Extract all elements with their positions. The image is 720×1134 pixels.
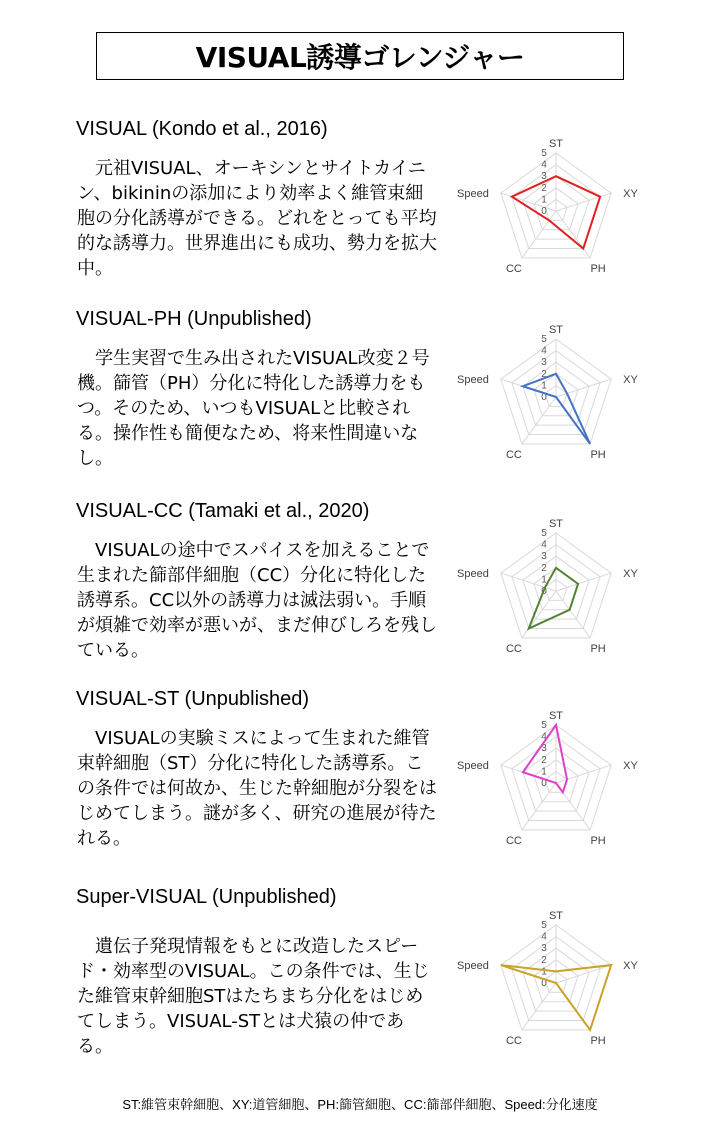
axis-label-ph: PH [590, 448, 606, 461]
tick-label: 0 [541, 206, 547, 217]
page-title: VISUAL誘導ゴレンジャー [96, 32, 624, 80]
tick-label: 5 [541, 720, 547, 731]
axis-label-cc: CC [505, 834, 522, 847]
tick-label: 3 [541, 743, 547, 755]
tick-label: 4 [541, 539, 547, 551]
tick-label: 1 [541, 194, 547, 206]
section-description: 元祖VISUAL、オーキシンとサイトカイニン、bikininの添加により効率よく維管束細胞の分化誘導ができる。どれをとっても平均的な誘導力。世界進出にも成功、勢力を拡大中。 [77, 158, 437, 279]
axis-label-ph: PH [590, 642, 606, 655]
axis-label-speed: Speed [457, 960, 489, 973]
tick-label: 3 [541, 171, 547, 183]
tick-label: 1 [541, 574, 547, 586]
axis-label-st: ST [548, 518, 564, 530]
axis-label-xy: XY [623, 960, 638, 973]
axis-label-xy: XY [623, 568, 638, 581]
axis-label-ph: PH [590, 1034, 606, 1047]
axis-label-speed: Speed [457, 374, 489, 387]
tick-label: 2 [541, 182, 547, 194]
axis-label-cc: CC [505, 448, 522, 461]
section-heading: VISUAL-ST (Unpublished) [76, 688, 310, 710]
tick-label: 5 [541, 334, 547, 345]
tick-label: 4 [541, 731, 547, 743]
section-heading: VISUAL-CC (Tamaki et al., 2020) [76, 500, 370, 522]
tick-label: 4 [541, 345, 547, 357]
tick-label: 0 [541, 392, 547, 403]
radar-chart [448, 126, 664, 286]
tick-label: 3 [541, 357, 547, 369]
section-description: 遺伝子発現情報をもとに改造したスピード・効率型のVISUAL。この条件では、生じた維管束幹細胞STはたちまち分化をはじめてしまう。VISUAL-STとは犬猿の仲である。 [77, 936, 430, 1057]
section-description: VISUALの途中でスパイスを加えることで生まれた篩部伴細胞（CC）分化に特化した誘導系。CC以外の誘導力は滅法弱い。手順が煩雑で効率が悪いが、まだ伸びしろを残している。 [77, 540, 437, 661]
axis-label-speed: Speed [457, 568, 489, 581]
section-description: 学生実習で生み出されたVISUAL改変２号機。篩管（PH）分化に特化した誘導力をもつ。そのため、いつもVISUALと比較される。操作性も簡便なため、将来性間違いなし。 [77, 348, 430, 469]
axis-label-speed: Speed [457, 760, 489, 773]
axis-label-cc: CC [505, 642, 522, 655]
axis-label-xy: XY [623, 760, 638, 773]
tick-label: 3 [541, 551, 547, 563]
axis-label-xy: XY [623, 188, 638, 201]
tick-label: 3 [541, 943, 547, 955]
axis-label-ph: PH [590, 834, 606, 847]
tick-label: 1 [541, 380, 547, 392]
axis-label-speed: Speed [457, 188, 489, 201]
radar-chart [448, 312, 664, 472]
axis-label-st: ST [548, 324, 564, 336]
tick-label: 4 [541, 931, 547, 943]
axis-label-cc: CC [505, 262, 522, 275]
section-heading: Super-VISUAL (Unpublished) [76, 886, 337, 908]
tick-label: 1 [541, 966, 547, 978]
tick-label: 5 [541, 528, 547, 539]
section-heading: VISUAL (Kondo et al., 2016) [76, 118, 328, 140]
radar-chart [448, 506, 664, 666]
tick-label: 2 [541, 954, 547, 966]
tick-label: 2 [541, 754, 547, 766]
axis-label-st: ST [548, 138, 564, 150]
radar-chart [448, 698, 664, 858]
tick-label: 2 [541, 562, 547, 574]
tick-label: 5 [541, 920, 547, 931]
tick-label: 0 [541, 778, 547, 789]
tick-label: 2 [541, 368, 547, 380]
radar-chart [448, 898, 664, 1058]
tick-label: 4 [541, 159, 547, 171]
axis-label-cc: CC [505, 1034, 522, 1047]
legend-footer: ST:維管束幹細胞、XY:道管細胞、PH:篩管細胞、CC:篩部伴細胞、Speed:分化速度 [122, 1097, 598, 1112]
tick-label: 1 [541, 766, 547, 778]
axis-label-st: ST [548, 710, 564, 722]
axis-label-st: ST [548, 910, 564, 922]
tick-label: 0 [541, 586, 547, 597]
section-description: VISUALの実験ミスによって生まれた維管束幹細胞（ST）分化に特化した誘導系。この条件では何故か、生じた幹細胞が分裂をはじめてしまう。謎が多く、研究の進展が待たれる。 [77, 728, 437, 849]
tick-label: 0 [541, 978, 547, 989]
axis-label-xy: XY [623, 374, 638, 387]
axis-label-ph: PH [590, 262, 606, 275]
section-heading: VISUAL-PH (Unpublished) [76, 308, 312, 330]
tick-label: 5 [541, 148, 547, 159]
